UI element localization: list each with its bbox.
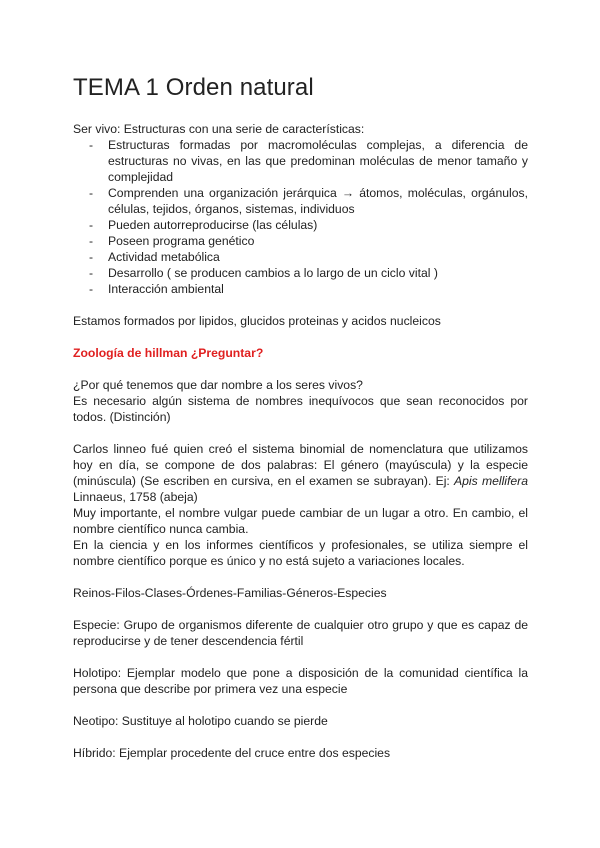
list-item-text: Pueden autorreproducirse (las células) xyxy=(108,218,318,232)
why-answer: Es necesario algún sistema de nombres inequívocos que sean reconocidos por todos. (Distinción) xyxy=(73,394,528,424)
page-title: TEMA 1 Orden natural xyxy=(73,74,314,101)
list-item xyxy=(73,281,528,297)
list-item xyxy=(73,249,528,265)
bullet-dash: - xyxy=(89,250,94,264)
bullet-dash: - xyxy=(89,234,94,248)
list-item-text: Estructuras formadas por macromoléculas complejas, a diferencia de estructuras no vivas, en las que predominan moléculas de menor tamaño y complejidad xyxy=(108,138,528,184)
document-body xyxy=(73,121,528,761)
especie-definition: Especie: Grupo de organismos diferente de cualquier otro grupo y que es capaz de reproducirse y de tener descendencia fértil xyxy=(73,618,528,648)
taxonomy-hierarchy: Reinos-Filos-Clases-Órdenes-Familias-Géneros-Especies xyxy=(73,586,387,600)
linneo-example: Apis mellifera xyxy=(454,474,528,488)
list-item xyxy=(73,265,528,281)
ciencia-paragraph: En la ciencia y en los informes científicos y profesionales, se utiliza siempre el nombre científico porque es único y no está sujeto a variaciones locales. xyxy=(73,538,528,568)
bullet-dash: - xyxy=(89,218,94,232)
list-item-text: Actividad metabólica xyxy=(108,250,220,264)
list-item-text: Comprenden una organización jerárquica → átomos, moléculas, orgánulos, células, tejidos, órganos, sistemas, individuos xyxy=(108,186,528,216)
characteristics-list xyxy=(73,137,528,297)
list-item-text: Desarrollo ( se producen cambios a lo largo de un ciclo vital ) xyxy=(108,266,438,280)
bullet-dash: - xyxy=(89,138,94,152)
why-question: ¿Por qué tenemos que dar nombre a los seres vivos? xyxy=(73,378,363,392)
ser-vivo-intro: Ser vivo: Estructuras con una serie de características: xyxy=(73,122,365,136)
red-heading: Zoología de hillman ¿Preguntar? xyxy=(73,346,264,360)
list-item-text: Poseen programa genético xyxy=(108,234,255,248)
vulgar-paragraph: Muy importante, el nombre vulgar puede cambiar de un lugar a otro. En cambio, el nombre científico nunca cambia. xyxy=(73,506,528,536)
neotipo-definition: Neotipo: Sustituye al holotipo cuando se pierde xyxy=(73,714,328,728)
linneo-text: Carlos linneo fué quien creó el sistema binomial de nomenclatura que utilizamos hoy en día, se compone de dos palabras: El género (mayúscula) y la especie (minúscula) (Se escriben en cursiva, en el examen se subrayan). Ej: xyxy=(73,442,528,488)
bullet-dash: - xyxy=(89,282,94,296)
hibrido-definition: Híbrido: Ejemplar procedente del cruce entre dos especies xyxy=(73,746,391,760)
list-item xyxy=(73,137,528,185)
bullet-dash: - xyxy=(89,266,94,280)
list-item xyxy=(73,217,528,233)
list-item-text: Interacción ambiental xyxy=(108,282,224,296)
macromolecules-note: Estamos formados por lipidos, glucidos proteinas y acidos nucleicos xyxy=(73,314,441,328)
list-item xyxy=(73,185,528,217)
linneo-text-end: Linnaeus, 1758 (abeja) xyxy=(73,490,198,504)
list-item xyxy=(73,233,528,249)
linneo-paragraph xyxy=(73,441,528,505)
holotipo-definition: Holotipo: Ejemplar modelo que pone a disposición de la comunidad científica la persona que describe por primera vez una especie xyxy=(73,666,528,696)
bullet-dash: - xyxy=(89,186,94,200)
